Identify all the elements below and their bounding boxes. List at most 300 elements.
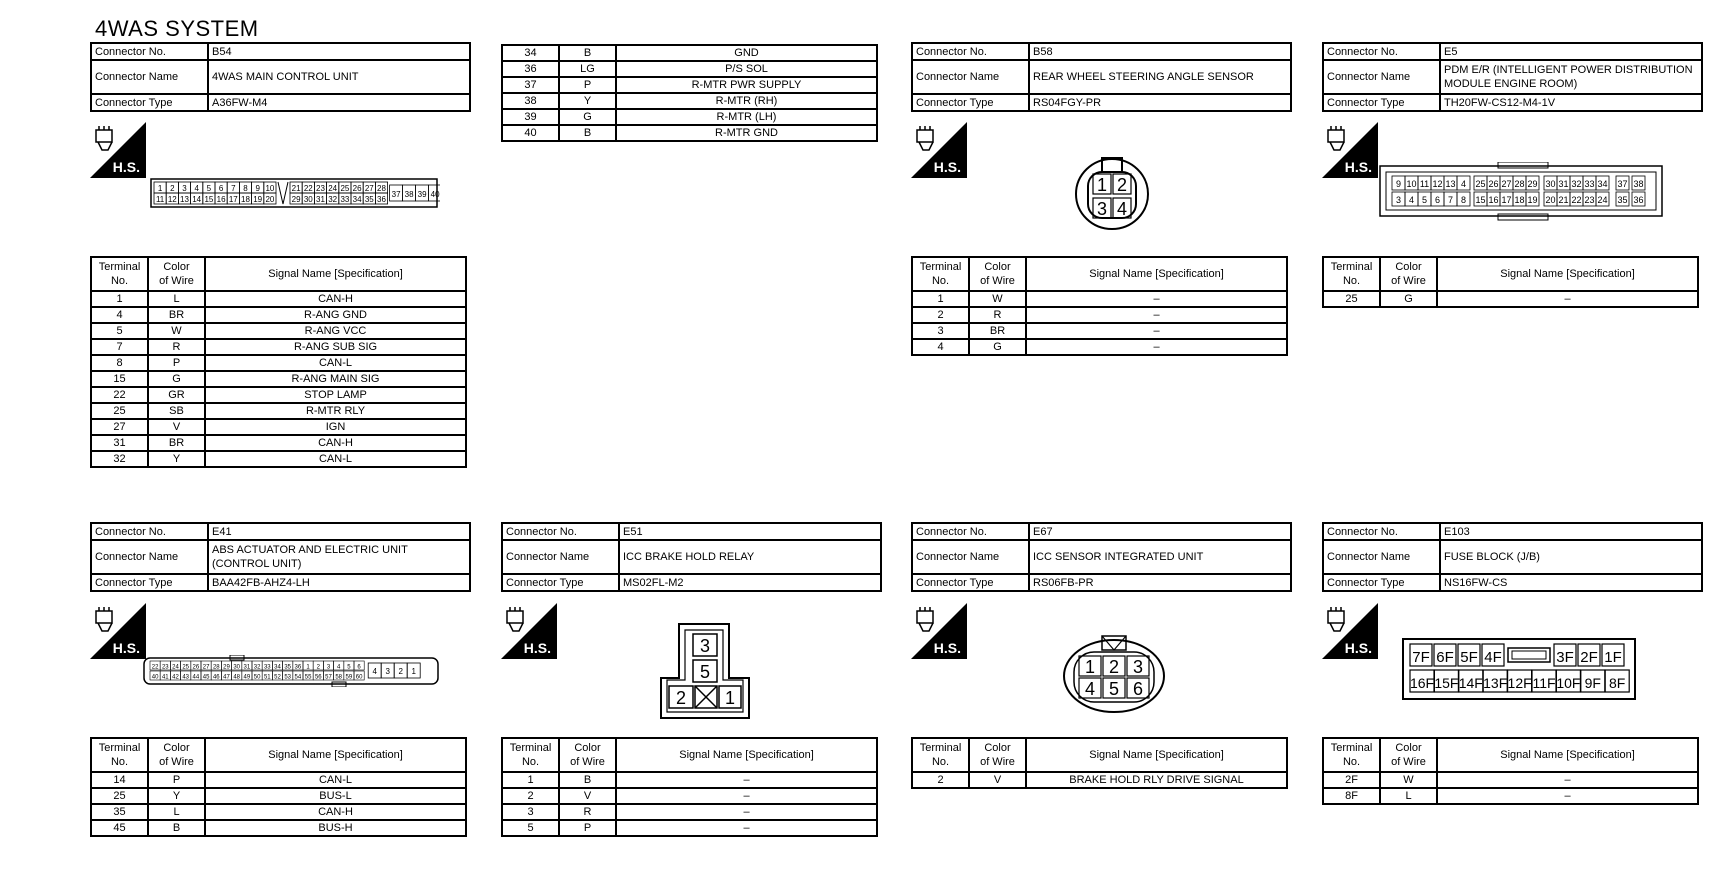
pin-number: 28 xyxy=(212,664,220,671)
hs-icon xyxy=(90,603,146,659)
connector-glyph-icon xyxy=(1328,126,1344,150)
signal-name-header: Signal Name [Specification] xyxy=(205,738,466,772)
terminal-no-header: Terminal No. xyxy=(91,257,148,291)
pin-number: 36 xyxy=(1633,195,1644,205)
pin-number: 34 xyxy=(1597,179,1608,189)
signal-name-cell: R-MTR (LH) xyxy=(616,109,877,125)
connector-e103-drawing xyxy=(1402,638,1638,702)
pin-number: 34 xyxy=(274,664,281,671)
terminal-cell: 34 xyxy=(502,45,559,61)
table-row xyxy=(1323,291,1698,307)
pin-number: 37 xyxy=(391,190,401,199)
signal-name-cell: – xyxy=(616,804,877,820)
connector-e5-drawing xyxy=(1378,162,1668,222)
pin-number: 32 xyxy=(253,664,261,671)
pin-number: 31 xyxy=(1558,179,1569,189)
terminal-cell: 45 xyxy=(91,820,148,836)
wire-color-cell: Y xyxy=(559,93,616,109)
pin-number: 29 xyxy=(223,664,230,671)
terminal-table-e67 xyxy=(911,737,1288,789)
table-row xyxy=(1323,788,1698,804)
connector-name-value: ICC SENSOR INTEGRATED UNIT xyxy=(1029,540,1291,574)
signal-name-cell: – xyxy=(616,788,877,804)
label-connector-type: Connector Type xyxy=(91,574,208,591)
pin-number: 4 xyxy=(1116,199,1128,219)
pin-number: 11 xyxy=(155,195,165,204)
cross-mark xyxy=(695,686,717,708)
terminal-cell: 2 xyxy=(912,307,969,323)
table-row xyxy=(91,323,466,339)
pin-number: 10F xyxy=(1556,675,1581,691)
terminal-no-header: Terminal No. xyxy=(502,738,559,772)
pin-number: 5 xyxy=(347,664,351,671)
connector-glyph-icon xyxy=(96,126,112,150)
pin-number: 19 xyxy=(253,195,263,204)
connector-no-value: E41 xyxy=(208,523,470,540)
connector-type-value: RS04FGY-PR xyxy=(1029,94,1291,111)
terminal-cell: 8F xyxy=(1323,788,1380,804)
color-of-wire-header: Color of Wire xyxy=(1380,738,1437,772)
table-row xyxy=(91,419,466,435)
pin-number: 33 xyxy=(340,195,350,204)
pin-number: 24 xyxy=(172,664,179,671)
signal-name-cell: R-MTR (RH) xyxy=(616,93,877,109)
pin-number: 23 xyxy=(161,664,169,671)
connector-glyph-icon xyxy=(96,607,112,631)
key-tab xyxy=(1102,636,1126,650)
signal-name-header: Signal Name [Specification] xyxy=(1437,738,1698,772)
pin-number: 11 xyxy=(1419,179,1430,189)
pin-number: 28 xyxy=(377,184,386,193)
pin-number: 43 xyxy=(182,674,190,681)
pin-number: 7 xyxy=(1447,195,1454,205)
connector-type-value: NS16FW-CS xyxy=(1440,574,1702,591)
terminal-cell: 40 xyxy=(502,125,559,141)
table-row xyxy=(91,307,466,323)
wire-color-cell: P xyxy=(148,772,205,788)
pin-number: 19 xyxy=(1527,195,1538,205)
pin-number: 58 xyxy=(335,674,343,681)
hs-icon xyxy=(1322,603,1378,659)
label-connector-no: Connector No. xyxy=(912,523,1029,540)
pin-number: 6F xyxy=(1436,649,1454,666)
wire-color-cell: B xyxy=(148,820,205,836)
terminal-cell: 32 xyxy=(91,451,148,467)
pin-number: 34 xyxy=(352,195,362,204)
pin-number: 4 xyxy=(1408,195,1415,205)
pin-number: 6 xyxy=(357,664,361,671)
terminal-cell: 38 xyxy=(502,93,559,109)
pin-number: 2 xyxy=(1108,657,1120,677)
terminal-cell: 5 xyxy=(502,820,559,836)
pin-number: 1 xyxy=(724,688,736,708)
table-row xyxy=(91,788,466,804)
wire-color-cell: G xyxy=(969,339,1026,355)
pin-number: 1 xyxy=(411,667,416,676)
wire-color-cell: R xyxy=(148,339,205,355)
key-tab xyxy=(1498,162,1548,168)
pin-number: 5 xyxy=(699,662,711,682)
wire-color-cell: SB xyxy=(148,403,205,419)
pin-number: 16 xyxy=(216,195,226,204)
terminal-cell: 39 xyxy=(502,109,559,125)
key-mark xyxy=(1102,636,1126,650)
signal-name-header: Signal Name [Specification] xyxy=(1026,738,1287,772)
terminal-cell: 3 xyxy=(502,804,559,820)
pin-number: 25 xyxy=(340,184,350,193)
pin-number: 53 xyxy=(284,674,292,681)
pin-number: 7 xyxy=(231,184,236,193)
connector-type-value: A36FW-M4 xyxy=(208,94,470,111)
pin-number: 41 xyxy=(161,674,169,681)
connector-no-value: E103 xyxy=(1440,523,1702,540)
wire-color-cell: B xyxy=(559,125,616,141)
signal-name-header: Signal Name [Specification] xyxy=(616,738,877,772)
terminal-cell: 22 xyxy=(91,387,148,403)
hs-icon xyxy=(1322,122,1378,178)
pin-number: 30 xyxy=(303,195,313,204)
connector-e51-info xyxy=(501,522,882,592)
key-tab xyxy=(1498,214,1548,220)
pin-number: 40 xyxy=(430,190,440,199)
pin-number: 38 xyxy=(1633,179,1644,189)
terminal-cell: 2F xyxy=(1323,772,1380,788)
wire-color-cell: V xyxy=(559,788,616,804)
pin-number: 16 xyxy=(1488,195,1499,205)
connector-e67-drawing xyxy=(1060,634,1170,714)
connector-e103-face xyxy=(1402,638,1638,707)
signal-name-cell: BUS-L xyxy=(205,788,466,804)
table-row xyxy=(91,371,466,387)
hs-label: H.S. xyxy=(933,159,961,175)
terminal-cell: 4 xyxy=(91,307,148,323)
pin-number: 1 xyxy=(157,184,163,193)
pin-number: 1F xyxy=(1604,649,1622,666)
pin-number: 22 xyxy=(151,664,159,671)
table-row xyxy=(502,804,877,820)
pin-number: 9 xyxy=(1395,179,1402,189)
pin-number: 12 xyxy=(1432,179,1443,189)
blank-slot-inner xyxy=(1512,651,1546,659)
pin-number: 7F xyxy=(1412,649,1430,666)
wire-color-cell: L xyxy=(1380,788,1437,804)
pin-number: 3F xyxy=(1556,649,1574,666)
pin-number: 46 xyxy=(212,674,220,681)
terminal-cell: 2 xyxy=(502,788,559,804)
connector-glyph-icon xyxy=(917,126,933,150)
pin-number: 10 xyxy=(1406,179,1417,189)
pin-number: 12 xyxy=(167,195,177,204)
wire-color-cell: L xyxy=(148,804,205,820)
wire-color-cell: G xyxy=(559,109,616,125)
signal-name-cell: – xyxy=(616,820,877,836)
pin-number: 11F xyxy=(1532,675,1556,691)
connector-e41-face xyxy=(142,655,442,692)
wire-color-cell: Y xyxy=(148,788,205,804)
pin-number: 4 xyxy=(337,664,341,671)
pin-number: 5 xyxy=(206,184,212,193)
connector-name-value: REAR WHEEL STEERING ANGLE SENSOR xyxy=(1029,60,1291,94)
pin-number: 4 xyxy=(372,667,377,676)
label-connector-name: Connector Name xyxy=(1323,540,1440,574)
pin-number: 9 xyxy=(255,184,260,193)
terminal-table-e5 xyxy=(1322,256,1699,308)
pin-number: 57 xyxy=(325,674,332,681)
connector-name-value: ABS ACTUATOR AND ELECTRIC UNIT (CONTROL UNIT) xyxy=(208,540,470,574)
signal-name-header: Signal Name [Specification] xyxy=(1026,257,1287,291)
pin-number: 2 xyxy=(316,664,320,671)
pin-number: 31 xyxy=(243,664,251,671)
pin-number: 24 xyxy=(1597,195,1608,205)
terminal-cell: 25 xyxy=(91,403,148,419)
signal-name-cell: CAN-H xyxy=(205,291,466,307)
label-connector-name: Connector Name xyxy=(912,540,1029,574)
pin-number: 27 xyxy=(1501,179,1512,189)
pin-number: 5F xyxy=(1460,649,1478,666)
pin-number: 44 xyxy=(192,674,200,681)
signal-name-cell: R-MTR GND xyxy=(616,125,877,141)
table-row xyxy=(502,788,877,804)
terminal-cell: 3 xyxy=(912,323,969,339)
pin-number: 23 xyxy=(1584,195,1595,205)
label-connector-type: Connector Type xyxy=(502,574,619,591)
signal-name-cell: IGN xyxy=(205,419,466,435)
table-row xyxy=(912,339,1287,355)
pin-number: 20 xyxy=(1545,195,1556,205)
wire-color-cell: G xyxy=(1380,291,1437,307)
pin-number: 10 xyxy=(265,184,275,193)
table-row xyxy=(912,772,1287,788)
pin-number: 16F xyxy=(1409,675,1435,691)
color-of-wire-header: Color of Wire xyxy=(559,738,616,772)
pin-number: 12F xyxy=(1507,675,1532,691)
label-connector-name: Connector Name xyxy=(1323,60,1440,94)
pin-number: 38 xyxy=(404,190,414,199)
pin-number: 54 xyxy=(294,674,302,681)
pin-number: 52 xyxy=(274,674,281,681)
label-connector-type: Connector Type xyxy=(1323,574,1440,591)
pin-number: 30 xyxy=(1545,179,1556,189)
wire-color-cell: LG xyxy=(559,61,616,77)
label-connector-type: Connector Type xyxy=(912,94,1029,111)
pin-number: 4 xyxy=(1460,179,1467,189)
label-connector-no: Connector No. xyxy=(912,43,1029,60)
label-connector-name: Connector Name xyxy=(502,540,619,574)
connector-name-value: 4WAS MAIN CONTROL UNIT xyxy=(208,60,470,94)
pin-number: 21 xyxy=(1558,195,1569,205)
pin-number: 2 xyxy=(1116,175,1128,195)
pin-number: 13F xyxy=(1483,675,1508,691)
label-connector-no: Connector No. xyxy=(91,43,208,60)
signal-name-cell: R-ANG MAIN SIG xyxy=(205,371,466,387)
signal-name-cell: CAN-H xyxy=(205,804,466,820)
pin-number: 32 xyxy=(1571,179,1582,189)
table-row xyxy=(502,125,877,141)
wire-color-cell: Y xyxy=(148,451,205,467)
label-connector-type: Connector Type xyxy=(1323,94,1440,111)
connector-glyph-icon xyxy=(917,607,933,631)
terminal-cell: 14 xyxy=(91,772,148,788)
connector-e51-drawing xyxy=(657,622,753,722)
label-connector-name: Connector Name xyxy=(912,60,1029,94)
wire-color-cell: B xyxy=(559,772,616,788)
pin-number: 24 xyxy=(328,184,338,193)
terminal-no-header: Terminal No. xyxy=(1323,738,1380,772)
hs-label: H.S. xyxy=(112,640,140,656)
pin-number: 33 xyxy=(1584,179,1595,189)
signal-name-cell: – xyxy=(1026,323,1287,339)
table-row xyxy=(912,323,1287,339)
terminal-no-header: Terminal No. xyxy=(912,257,969,291)
pin-number: 14 xyxy=(192,195,202,204)
hs-label: H.S. xyxy=(112,159,140,175)
connector-type-value: MS02FL-M2 xyxy=(619,574,881,591)
signal-name-cell: CAN-L xyxy=(205,772,466,788)
pin-number: 26 xyxy=(352,184,362,193)
pin-number: 6 xyxy=(1434,195,1441,205)
pin-number: 2 xyxy=(675,688,687,708)
pin-number: 37 xyxy=(1617,179,1628,189)
pin-number: 8 xyxy=(243,184,248,193)
terminal-cell: 31 xyxy=(91,435,148,451)
wire-color-cell: BR xyxy=(148,307,205,323)
connector-no-value: E51 xyxy=(619,523,881,540)
table-row xyxy=(502,45,877,61)
table-row xyxy=(502,77,877,93)
pin-number: 4 xyxy=(1084,679,1096,699)
terminal-cell: 8 xyxy=(91,355,148,371)
pin-number: 28 xyxy=(1514,179,1525,189)
terminal-no-header: Terminal No. xyxy=(1323,257,1380,291)
pin-number: 4 xyxy=(194,184,199,193)
connector-no-value: B54 xyxy=(208,43,470,60)
pin-number: 50 xyxy=(253,674,261,681)
connector-e67-face xyxy=(1060,634,1170,719)
signal-name-header: Signal Name [Specification] xyxy=(205,257,466,291)
table-row xyxy=(91,355,466,371)
pin-number: 15 xyxy=(204,195,214,204)
pin-number: 13 xyxy=(180,195,189,204)
color-of-wire-header: Color of Wire xyxy=(969,738,1026,772)
pin-number: 13 xyxy=(1445,179,1456,189)
pin-number: 21 xyxy=(291,184,301,193)
pin-number: 15 xyxy=(1475,195,1486,205)
wire-color-cell: W xyxy=(148,323,205,339)
color-of-wire-header: Color of Wire xyxy=(1380,257,1437,291)
terminal-cell: 35 xyxy=(91,804,148,820)
terminal-table-e51 xyxy=(501,737,878,837)
pin-number: 4F xyxy=(1484,649,1502,666)
pin-number: 17 xyxy=(228,195,238,204)
connector-e67-info xyxy=(911,522,1292,592)
connector-b58-info xyxy=(911,42,1292,112)
connector-type-value: TH20FW-CS12-M4-1V xyxy=(1440,94,1702,111)
pin-number: 14F xyxy=(1458,675,1483,691)
pin-number: 42 xyxy=(172,674,179,681)
terminal-table-b54 xyxy=(90,256,467,468)
signal-name-cell: R-MTR PWR SUPPLY xyxy=(616,77,877,93)
connector-e41-info xyxy=(90,522,471,592)
connector-no-value: E67 xyxy=(1029,523,1291,540)
pin-number: 2 xyxy=(170,184,175,193)
pin-number: 2 xyxy=(398,667,403,676)
pin-number: 1 xyxy=(306,664,310,671)
hs-label: H.S. xyxy=(1344,159,1372,175)
label-connector-type: Connector Type xyxy=(912,574,1029,591)
pin-number: 36 xyxy=(377,195,386,204)
pin-number: 60 xyxy=(355,674,363,681)
key-mark xyxy=(278,182,288,204)
table-row xyxy=(91,387,466,403)
connector-e5-info xyxy=(1322,42,1703,112)
hs-label: H.S. xyxy=(1344,640,1372,656)
signal-name-cell: – xyxy=(1437,291,1698,307)
signal-name-cell: – xyxy=(1026,339,1287,355)
table-row xyxy=(1323,772,1698,788)
table-row xyxy=(91,451,466,467)
color-of-wire-header: Color of Wire xyxy=(969,257,1026,291)
table-row xyxy=(502,61,877,77)
wire-color-cell: GR xyxy=(148,387,205,403)
table-row xyxy=(91,435,466,451)
color-of-wire-header: Color of Wire xyxy=(148,738,205,772)
wire-color-cell: G xyxy=(148,371,205,387)
table-row xyxy=(91,291,466,307)
terminal-table-b58 xyxy=(911,256,1288,356)
terminal-table-e103 xyxy=(1322,737,1699,805)
blank-slot xyxy=(1508,648,1550,662)
pin-number: 20 xyxy=(265,195,275,204)
hs-icon xyxy=(911,122,967,178)
wire-color-cell: P xyxy=(559,820,616,836)
pin-number: 1 xyxy=(1096,175,1108,195)
pin-number: 5 xyxy=(1421,195,1428,205)
pin-number: 17 xyxy=(1501,195,1512,205)
pin-number: 29 xyxy=(1527,179,1538,189)
pin-number: 8 xyxy=(1460,195,1467,205)
pin-number: 35 xyxy=(1617,195,1628,205)
pin-number: 39 xyxy=(417,190,427,199)
connector-e51-face xyxy=(657,622,753,727)
wire-color-cell: V xyxy=(148,419,205,435)
table-row xyxy=(502,772,877,788)
signal-name-cell: CAN-L xyxy=(205,451,466,467)
table-row xyxy=(912,307,1287,323)
pin-number: 35 xyxy=(364,195,374,204)
terminal-cell: 15 xyxy=(91,371,148,387)
terminal-cell: 7 xyxy=(91,339,148,355)
signal-name-cell: BUS-H xyxy=(205,820,466,836)
pin-number: 8F xyxy=(1609,675,1626,691)
terminal-cell: 25 xyxy=(1323,291,1380,307)
connector-b54-face xyxy=(150,178,440,215)
connector-glyph-icon xyxy=(1328,607,1344,631)
pin-number: 55 xyxy=(304,674,312,681)
pin-number: 3 xyxy=(1096,199,1108,219)
pin-number: 25 xyxy=(182,664,190,671)
label-connector-name: Connector Name xyxy=(91,540,208,574)
connector-type-value: RS06FB-PR xyxy=(1029,574,1291,591)
terminal-cell: 27 xyxy=(91,419,148,435)
signal-name-cell: R-ANG GND xyxy=(205,307,466,323)
wire-color-cell: L xyxy=(148,291,205,307)
terminal-cell: 2 xyxy=(912,772,969,788)
wire-color-cell: V xyxy=(969,772,1026,788)
connector-name-value: ICC BRAKE HOLD RELAY xyxy=(619,540,881,574)
connector-b54-drawing xyxy=(150,178,440,210)
table-row xyxy=(91,403,466,419)
pin-number: 45 xyxy=(202,674,210,681)
